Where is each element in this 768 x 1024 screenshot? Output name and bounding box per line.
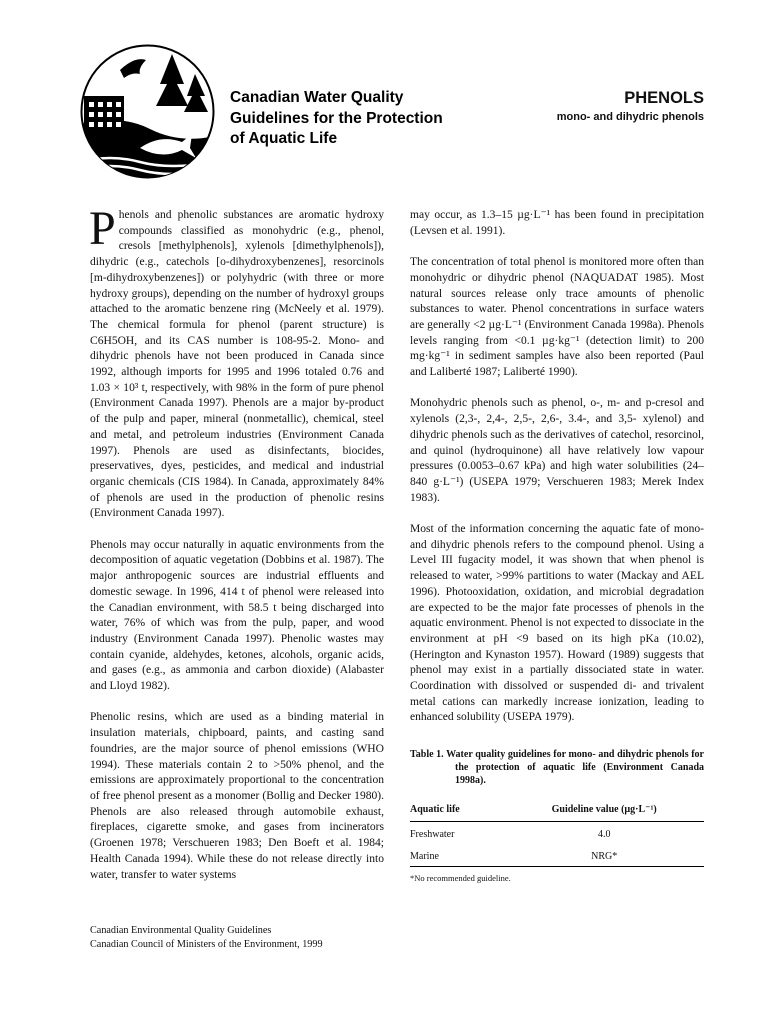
left-column	[89, 202, 384, 899]
concentration-paragraph: The concentration of total phenol is monitored more often than monohydric or dihydric phenol (NAQUADAT 1985). Most natural sources release only trace amounts of phenolic substances to water. Phenol concentrations in surface waters are generally <2 µg·L⁻¹ (Environment Canada 1998a). Phenols levels ranging from <0.1 µg·kg⁻¹ (detection limit) to 200 mg·kg⁻¹ in sediment samples have also been reported (Paul and Laliberté 1987; Laliberté 1990).	[410, 256, 704, 379]
title-line-2: Guidelines for the Protection	[230, 109, 443, 127]
title-line-1: Canadian Water Quality	[230, 89, 404, 106]
row-value: 4.0	[597, 828, 611, 840]
drop-cap: P	[89, 202, 116, 255]
table-row	[410, 821, 704, 844]
precipitation-paragraph: may occur, as 1.3–15 µg·L⁻¹ has been found in precipitation (Levsen et al. 1991).	[410, 209, 704, 237]
subject-subtitle: mono- and dihydric phenols	[556, 111, 704, 123]
row-value: NRG*	[504, 844, 704, 867]
resins-paragraph: Phenolic resins, which are used as a binding material in insulation materials, chipboard, paints, and casting sand foundries, are the major source of phenol emissions (WHO 1994). These materials contain 2 to >50% phenol, and the emissions are approximately proportional to the concentration of free phenol present as a monomer (Bollig and Decker 1980). Phenols are also released through automobile exhaust, fireplaces, cigarette smoke, and gases from incinerators (Groenen 1978; Verschueren 1983; Den Boeft et al. 1984; Health Canada 1994). While these do not release directly into water, transfer to water systems	[90, 711, 384, 881]
properties-paragraph: Monohydric phenols such as phenol, o-, m- and p-cresol and xylenols (2,3-, 2,4-, 2,5-, 2,6-, 3.4-, and 3,5- xylenol) and dihydric phenols such as the derivatives of catechol, resorcinol, and quinol (hydroquinone) all have relatively low vapour pressures (0.0053–0.67 kPa) and high water solubilities (24–840 g·L⁻¹) (USEPA 1979; Verschueren 1983; Merek Index 1983).	[410, 397, 704, 504]
right-column	[410, 208, 704, 885]
column-header: Guideline value (µg·L⁻¹)	[504, 803, 704, 822]
title-line-3: of Aquatic Life	[230, 130, 338, 147]
intro-text: henols and phenolic substances are aromatic hydroxy compounds classified as monohydric (e.g., phenol, cresols [methylphenols], xylenols [dimethylphenols]), dihydric (e.g., catechols [o-dihydroxybenzenes], resorcinols [m-dihydroxybenzenes]) or polyhydric (with three or more hydroxy groups), depending on the number of hydroxyl groups attached to the aromatic benzene ring (McNeely et al. 1979). The chemical formula for phenol (parent structure) is C6H5OH, and its CAS number is 108-95-2. Mono- and dihydric phenols have not been produced in Canada since 1992, although imports for 1995 and 1996 totaled 0.76 and 1.03 × 10³ t, respectively, with 98% in the form of pure phenol (Environment Canada 1997). Phenols are a major by-product of the pulp and paper, mineral (nonmetallic), chemical, steel and metal, and petroleum industries (Environment Canada 1997). Phenols are used as disinfectants, biocides, preservatives, dyes, pesticides, and medical and industrial organic chemicals (CIS 1984). In Canada, approximately 84% of phenols are used in the production of phenolic resins (Environment Canada 1997).	[90, 209, 384, 520]
footer-line-1: Canadian Environmental Quality Guidelines	[90, 925, 272, 936]
table-header-row	[410, 803, 704, 822]
footer-line-2: Canadian Council of Ministers of the Environment, 1999	[90, 938, 323, 950]
subject-title: PHENOLS	[624, 89, 704, 107]
column-header: Aquatic life	[410, 803, 504, 822]
row-label: Freshwater	[410, 828, 455, 840]
table-footnote: *No recommended guideline.	[410, 872, 511, 883]
intro-paragraph	[89, 202, 384, 522]
sources-paragraph: Phenols may occur naturally in aquatic environments from the decomposition of aquatic vegetation (Dobbins et al. 1987). The major anthropogenic sources are industrial effluents and domestic sewage. In 1996, 414 t of phenol were released into the Canadian environment, with 58.5 t being discharged into water, 76% of which was from the pulp, paper, and wood industry (Environment Canada 1997). Phenolic wastes may contain cyanide, aldehydes, ketones, alcohols, organic acids, and gases (e.g., as ammonia and carbon dioxide) (Alabaster and Lloyd 1982).	[90, 538, 384, 693]
fate-paragraph: Most of the information concerning the aquatic fate of mono- and dihydric phenols refers to the compound phenol. Using a Level III fugacity model, it was shown that when phenol is released to water, >99% partitions to water (Mackay and AEL 1996). Photooxidation, oxidation, and microbial degradation are expected to be the major fate processes of phenols in the aquatic environment. Phenol is not expected to dissociate in the environment at pH <9 based on its high pKa (10.02), (Herington and Kynaston 1957). Howard (1989) suggests that phenol may exist in a partially dissociated state in water. Coordination with dissolved or suspended di- and trivalent metal cations can markedly increase ionization, leading to enhanced solubility (USEPA 1979).	[410, 523, 704, 724]
row-label: Marine	[410, 844, 504, 867]
guideline-table	[410, 803, 704, 867]
table-caption: Table 1. Water quality guidelines for mono- and dihydric phenols for the protection of aquatic life (Environment Canada 1998a).	[410, 749, 704, 787]
subject-block	[557, 88, 704, 125]
guideline-table-block	[410, 748, 704, 885]
guideline-title	[230, 88, 443, 150]
page-footer	[90, 924, 323, 951]
table-row	[410, 844, 704, 867]
ccme-logo	[80, 44, 215, 179]
